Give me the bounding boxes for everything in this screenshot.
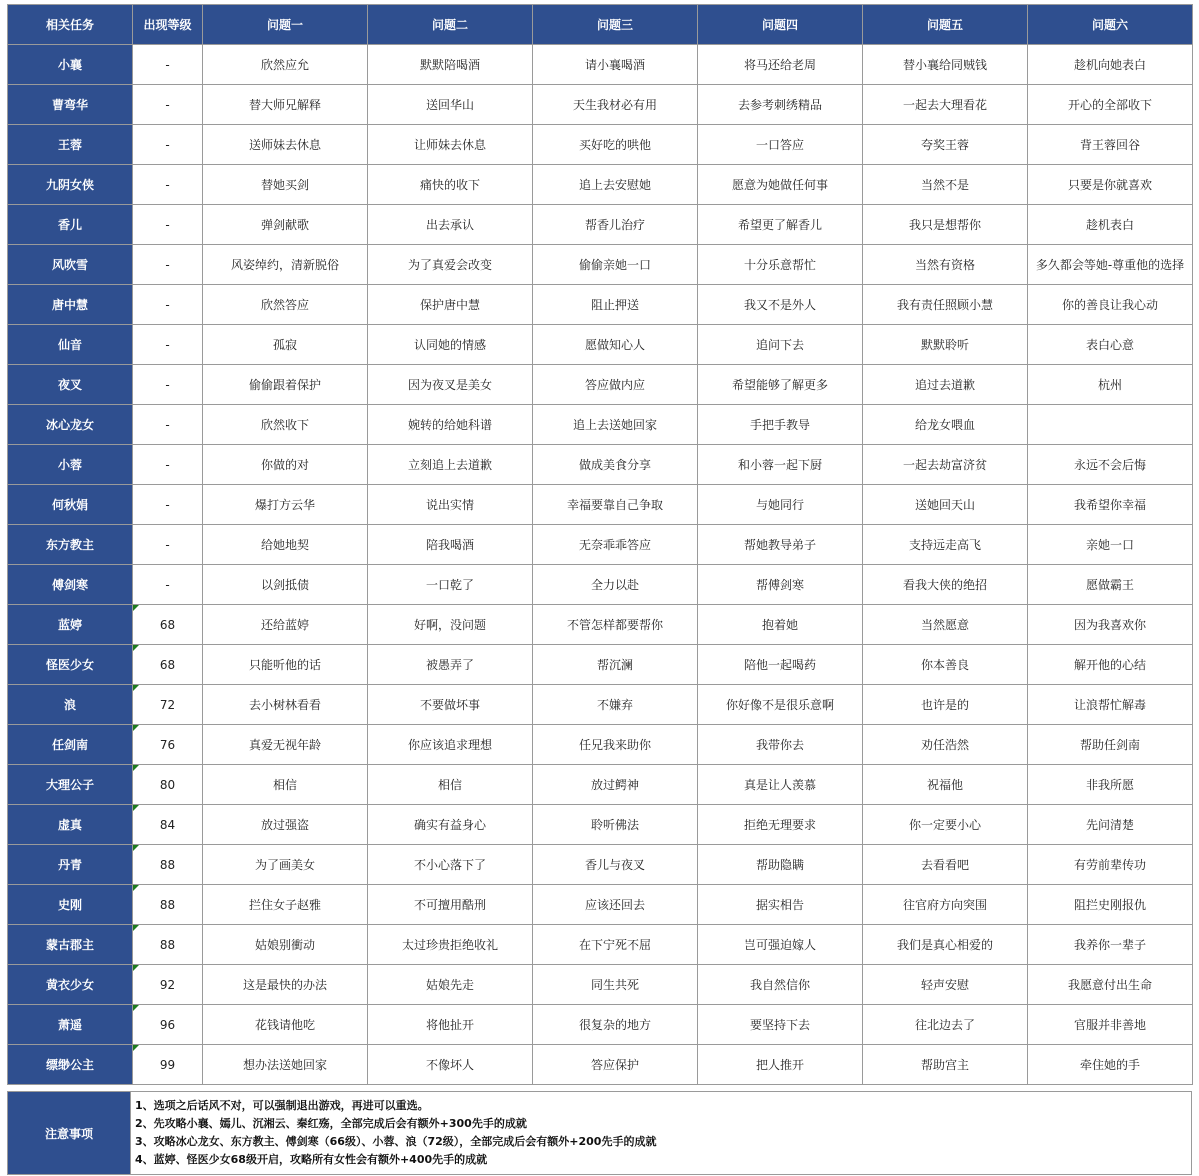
level-cell: 92 [133,965,203,1005]
answer-cell [1028,405,1193,445]
answer-cell: 香儿与夜叉 [533,845,698,885]
header-row [8,5,1193,45]
answer-cell: 拦住女子赵雅 [203,885,368,925]
answer-cell: 我带你去 [698,725,863,765]
answer-cell: 真爱无视年龄 [203,725,368,765]
answer-cell: 姑娘别衝动 [203,925,368,965]
header-cell-q1: 问题一 [203,5,368,45]
answer-cell: 答应保护 [533,1045,698,1085]
answer-cell: 真是让人羡慕 [698,765,863,805]
level-cell: - [133,565,203,605]
task-name-cell: 王蓉 [8,125,133,165]
task-name-cell: 何秋娟 [8,485,133,525]
level-cell: 99 [133,1045,203,1085]
answer-cell: 欣然答应 [203,285,368,325]
level-cell: - [133,205,203,245]
answer-cell: 痛快的收下 [368,165,533,205]
answer-cell: 一起去劫富济贫 [863,445,1028,485]
answer-cell: 我养你一辈子 [1028,925,1193,965]
level-cell: 84 [133,805,203,845]
answer-cell: 去参考刺绣精品 [698,85,863,125]
answer-cell: 相信 [368,765,533,805]
answer-cell: 往北边去了 [863,1005,1028,1045]
notes-content [131,1092,1192,1175]
answer-cell: 我希望你幸福 [1028,485,1193,525]
table-row [8,525,1193,565]
answer-cell: 愿意为她做任何事 [698,165,863,205]
table-row [8,845,1193,885]
answer-cell: 背王蓉回谷 [1028,125,1193,165]
answer-cell: 将马还给老周 [698,45,863,85]
answer-cell: 全力以赴 [533,565,698,605]
answer-cell: 官服并非善地 [1028,1005,1193,1045]
answer-cell: 我自然信你 [698,965,863,1005]
answer-cell: 趁机表白 [1028,205,1193,245]
table-row [8,965,1193,1005]
answer-cell: 不管怎样都要帮你 [533,605,698,645]
answer-cell: 孤寂 [203,325,368,365]
answer-cell: 送她回天山 [863,485,1028,525]
answer-cell: 默默聆听 [863,325,1028,365]
table-row [8,325,1193,365]
answer-cell: 同生共死 [533,965,698,1005]
answer-cell: 这是最快的办法 [203,965,368,1005]
table-row [8,365,1193,405]
task-name-cell: 傅剑寒 [8,565,133,605]
answer-cell: 还给蓝婷 [203,605,368,645]
answer-cell: 确实有益身心 [368,805,533,845]
task-name-cell: 丹青 [8,845,133,885]
table-row [8,125,1193,165]
level-cell: 80 [133,765,203,805]
task-name-cell: 蒙古郡主 [8,925,133,965]
answer-cell: 聆听佛法 [533,805,698,845]
table-row [8,485,1193,525]
answer-cell: 追问下去 [698,325,863,365]
answer-cell: 轻声安慰 [863,965,1028,1005]
answer-cell: 陪我喝酒 [368,525,533,565]
table-row [8,405,1193,445]
answer-cell: 愿做知心人 [533,325,698,365]
answer-cell: 放过强盗 [203,805,368,845]
level-cell: - [133,325,203,365]
table-row [8,45,1193,85]
answer-cell: 让师妹去休息 [368,125,533,165]
answer-cell: 弹剑献歌 [203,205,368,245]
table-row [8,285,1193,325]
answer-cell: 立刻追上去道歉 [368,445,533,485]
answer-cell: 你应该追求理想 [368,725,533,765]
answer-cell: 替她买剑 [203,165,368,205]
notes-label: 注意事项 [8,1092,131,1175]
answer-cell: 应该还回去 [533,885,698,925]
answer-cell: 去小树林看看 [203,685,368,725]
answer-cell: 请小襄喝酒 [533,45,698,85]
answer-cell: 只能听他的话 [203,645,368,685]
task-name-cell: 曹弯华 [8,85,133,125]
answer-cell: 追过去道歉 [863,365,1028,405]
header-cell-q2: 问题二 [368,5,533,45]
table-row [8,925,1193,965]
strategy-sheet [7,4,1192,1175]
level-cell: - [133,45,203,85]
answer-cell: 无奈乖乖答应 [533,525,698,565]
answer-cell: 希望更了解香儿 [698,205,863,245]
answer-cell: 开心的全部收下 [1028,85,1193,125]
task-name-cell: 史刚 [8,885,133,925]
answer-cell: 太过珍贵拒绝收礼 [368,925,533,965]
task-name-cell: 冰心龙女 [8,405,133,445]
answer-cell: 我愿意付出生命 [1028,965,1193,1005]
note-line: 2、先攻略小襄、嫣儿、沉湘云、秦红殇，全部完成后会有额外+300先手的成就 [135,1117,527,1130]
answer-cell: 有劳前辈传功 [1028,845,1193,885]
answer-cell: 给她地契 [203,525,368,565]
note-line: 4、蓝婷、怪医少女68级开启，攻略所有女性会有额外+400先手的成就 [135,1153,488,1166]
answer-cell: 岂可强迫嫁人 [698,925,863,965]
answer-cell: 帮沉澜 [533,645,698,685]
answer-cell: 以剑抵债 [203,565,368,605]
header-cell-q4: 问题四 [698,5,863,45]
answer-cell: 牵住她的手 [1028,1045,1193,1085]
level-cell: 72 [133,685,203,725]
task-name-cell: 任剑南 [8,725,133,765]
answer-cell: 我们是真心相爱的 [863,925,1028,965]
answer-cell: 趁机向她表白 [1028,45,1193,85]
answer-cell: 帮她教导弟子 [698,525,863,565]
level-cell: - [133,85,203,125]
answer-cell: 支持远走高飞 [863,525,1028,565]
task-name-cell: 浪 [8,685,133,725]
level-cell: - [133,525,203,565]
answer-cell: 和小蓉一起下厨 [698,445,863,485]
answer-cell: 劝任浩然 [863,725,1028,765]
answer-cell: 说出实情 [368,485,533,525]
answer-cell: 送回华山 [368,85,533,125]
answer-cell: 为了真爱会改变 [368,245,533,285]
table-row [8,605,1193,645]
table-row [8,205,1193,245]
answer-cell: 不嫌弃 [533,685,698,725]
task-name-cell: 缥缈公主 [8,1045,133,1085]
answer-cell: 往官府方向突围 [863,885,1028,925]
answer-cell: 不可擅用酷刑 [368,885,533,925]
task-name-cell: 黄衣少女 [8,965,133,1005]
level-cell: 88 [133,925,203,965]
answer-cell: 将他扯开 [368,1005,533,1045]
answer-cell: 让浪帮忙解毒 [1028,685,1193,725]
answer-cell: 抱着她 [698,605,863,645]
answer-cell: 偷偷亲她一口 [533,245,698,285]
answer-cell: 我只是想帮你 [863,205,1028,245]
answer-cell: 买好吃的哄他 [533,125,698,165]
note-line: 1、选项之后话风不对，可以强制退出游戏，再进可以重选。 [135,1099,429,1112]
answer-cell: 替大师兄解释 [203,85,368,125]
level-cell: 68 [133,605,203,645]
answer-cell: 我又不是外人 [698,285,863,325]
table-row [8,1005,1193,1045]
task-name-cell: 风吹雪 [8,245,133,285]
notes-table [7,1091,1192,1175]
answer-cell: 一起去大理看花 [863,85,1028,125]
quest-answer-table [7,4,1193,1085]
answer-cell: 永远不会后悔 [1028,445,1193,485]
level-cell: - [133,405,203,445]
table-row [8,1045,1193,1085]
answer-cell: 亲她一口 [1028,525,1193,565]
answer-cell: 相信 [203,765,368,805]
answer-cell: 送师妹去休息 [203,125,368,165]
level-cell: 88 [133,845,203,885]
table-row [8,445,1193,485]
table-row [8,565,1193,605]
note-line: 3、攻略冰心龙女、东方教主、傅剑寒（66级）、小蓉、浪（72级），全部完成后会有额外+200先手的成就 [135,1135,657,1148]
answer-cell: 帮助隐瞒 [698,845,863,885]
answer-cell: 你本善良 [863,645,1028,685]
level-cell: - [133,485,203,525]
answer-cell: 因为夜叉是美女 [368,365,533,405]
table-row [8,245,1193,285]
answer-cell: 天生我材必有用 [533,85,698,125]
table-body [8,45,1193,1085]
task-name-cell: 大理公子 [8,765,133,805]
answer-cell: 你的善良让我心动 [1028,285,1193,325]
answer-cell: 据实相告 [698,885,863,925]
answer-cell: 好啊，没问题 [368,605,533,645]
task-name-cell: 香儿 [8,205,133,245]
answer-cell: 把人推开 [698,1045,863,1085]
answer-cell: 欣然应允 [203,45,368,85]
level-cell: - [133,125,203,165]
answer-cell: 爆打方云华 [203,485,368,525]
answer-cell: 不要做坏事 [368,685,533,725]
answer-cell: 很复杂的地方 [533,1005,698,1045]
table-row [8,645,1193,685]
answer-cell: 陪他一起喝药 [698,645,863,685]
answer-cell: 手把手教导 [698,405,863,445]
level-cell: 76 [133,725,203,765]
answer-cell: 风姿绰约，清新脱俗 [203,245,368,285]
answer-cell: 认同她的情感 [368,325,533,365]
answer-cell: 要坚持下去 [698,1005,863,1045]
answer-cell: 出去承认 [368,205,533,245]
answer-cell: 答应做内应 [533,365,698,405]
level-cell: 88 [133,885,203,925]
answer-cell: 你好像不是很乐意啊 [698,685,863,725]
answer-cell: 非我所愿 [1028,765,1193,805]
task-name-cell: 小蓉 [8,445,133,485]
answer-cell: 追上去送她回家 [533,405,698,445]
answer-cell: 与她同行 [698,485,863,525]
answer-cell: 你一定要小心 [863,805,1028,845]
answer-cell: 幸福要靠自己争取 [533,485,698,525]
answer-cell: 一口答应 [698,125,863,165]
level-cell: - [133,445,203,485]
answer-cell: 帮傅剑寒 [698,565,863,605]
answer-cell: 多久都会等她-尊重他的选择 [1028,245,1193,285]
table-row [8,725,1193,765]
answer-cell: 因为我喜欢你 [1028,605,1193,645]
level-cell: 68 [133,645,203,685]
answer-cell: 阻拦史刚报仇 [1028,885,1193,925]
answer-cell: 欣然收下 [203,405,368,445]
answer-cell: 帮香儿治疗 [533,205,698,245]
answer-cell: 给龙女喂血 [863,405,1028,445]
answer-cell: 姑娘先走 [368,965,533,1005]
table-row [8,805,1193,845]
answer-cell: 夸奖王蓉 [863,125,1028,165]
answer-cell: 放过鳄神 [533,765,698,805]
answer-cell: 为了画美女 [203,845,368,885]
task-name-cell: 夜叉 [8,365,133,405]
answer-cell: 不小心落下了 [368,845,533,885]
answer-cell: 帮助宫主 [863,1045,1028,1085]
header-cell-q5: 问题五 [863,5,1028,45]
answer-cell: 你做的对 [203,445,368,485]
task-name-cell: 萧遥 [8,1005,133,1045]
answer-cell: 祝福他 [863,765,1028,805]
level-cell: - [133,165,203,205]
answer-cell: 看我大侠的绝招 [863,565,1028,605]
answer-cell: 拒绝无理要求 [698,805,863,845]
task-name-cell: 东方教主 [8,525,133,565]
level-cell: - [133,365,203,405]
answer-cell: 做成美食分享 [533,445,698,485]
task-name-cell: 怪医少女 [8,645,133,685]
header-cell-level: 出现等级 [133,5,203,45]
answer-cell: 希望能够了解更多 [698,365,863,405]
answer-cell: 偷偷跟着保护 [203,365,368,405]
header-cell-q6: 问题六 [1028,5,1193,45]
answer-cell: 当然不是 [863,165,1028,205]
answer-cell: 替小襄给同贼钱 [863,45,1028,85]
answer-cell: 解开他的心结 [1028,645,1193,685]
answer-cell: 也许是的 [863,685,1028,725]
table-row [8,85,1193,125]
table-row [8,885,1193,925]
answer-cell: 只要是你就喜欢 [1028,165,1193,205]
answer-cell: 婉转的给她科谱 [368,405,533,445]
task-name-cell: 蓝婷 [8,605,133,645]
level-cell: 96 [133,1005,203,1045]
table-row [8,765,1193,805]
answer-cell: 追上去安慰她 [533,165,698,205]
answer-cell: 当然有资格 [863,245,1028,285]
level-cell: - [133,285,203,325]
answer-cell: 去看看吧 [863,845,1028,885]
answer-cell: 保护唐中慧 [368,285,533,325]
table-row [8,685,1193,725]
answer-cell: 十分乐意帮忙 [698,245,863,285]
answer-cell: 杭州 [1028,365,1193,405]
answer-cell: 愿做霸王 [1028,565,1193,605]
table-row [8,165,1193,205]
answer-cell: 当然愿意 [863,605,1028,645]
header-cell-q3: 问题三 [533,5,698,45]
task-name-cell: 仙音 [8,325,133,365]
level-cell: - [133,245,203,285]
answer-cell: 在下宁死不屈 [533,925,698,965]
answer-cell: 花钱请他吃 [203,1005,368,1045]
answer-cell: 我有责任照顾小慧 [863,285,1028,325]
answer-cell: 被愚弄了 [368,645,533,685]
answer-cell: 一口乾了 [368,565,533,605]
answer-cell: 默默陪喝酒 [368,45,533,85]
answer-cell: 不像坏人 [368,1045,533,1085]
task-name-cell: 虚真 [8,805,133,845]
answer-cell: 表白心意 [1028,325,1193,365]
answer-cell: 阻止押送 [533,285,698,325]
answer-cell: 先问清楚 [1028,805,1193,845]
task-name-cell: 唐中慧 [8,285,133,325]
answer-cell: 任兄我来助你 [533,725,698,765]
header-cell-task: 相关任务 [8,5,133,45]
task-name-cell: 九阴女侠 [8,165,133,205]
task-name-cell: 小襄 [8,45,133,85]
answer-cell: 想办法送她回家 [203,1045,368,1085]
answer-cell: 帮助任剑南 [1028,725,1193,765]
